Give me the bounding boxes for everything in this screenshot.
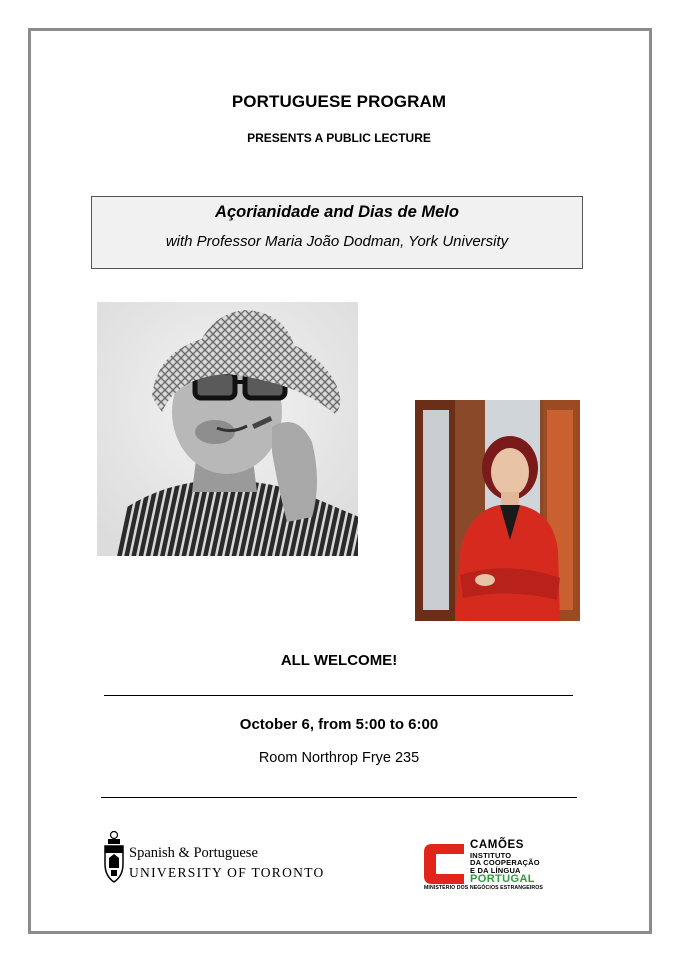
all-welcome: ALL WELCOME! [280, 652, 398, 669]
camoes-line-5: PORTUGAL [470, 873, 535, 885]
divider-bottom [101, 797, 577, 798]
presents-line: PRESENTS A PUBLIC LECTURE [247, 131, 431, 145]
uoft-name: UNIVERSITY OF TORONTO [129, 865, 325, 880]
camoes-line-1: CAMÕES [470, 839, 525, 851]
camoes-wordmark [470, 840, 540, 885]
uoft-department: Spanish & Portuguese [129, 845, 258, 861]
uoft-logo [103, 830, 333, 890]
camoes-line-2: INSTITUTO [470, 850, 512, 860]
lecture-box [91, 196, 583, 269]
lecture-speaker: with Professor Maria João Dodman, York University [165, 233, 509, 250]
portrait-man-photo [97, 302, 358, 556]
camoes-logo [424, 840, 560, 894]
program-title: PORTUGUESE PROGRAM [231, 92, 447, 111]
camoes-line-4: E DA LÍNGUA [470, 865, 521, 875]
portrait-woman-photo [415, 400, 580, 621]
camoes-line-3: DA COOPERAÇÃO [470, 858, 540, 867]
lecture-title: Açorianidade and Dias de Melo [215, 203, 459, 221]
divider-top [104, 695, 573, 696]
event-room: Room Northrop Frye 235 [258, 750, 420, 766]
event-date: October 6, from 5:00 to 6:00 [239, 716, 439, 733]
uoft-crest-icon [103, 830, 125, 886]
camoes-c-icon [424, 844, 466, 884]
camoes-ministry: MINISTÉRIO DOS NEGÓCIOS ESTRANGEIROS [424, 885, 543, 891]
